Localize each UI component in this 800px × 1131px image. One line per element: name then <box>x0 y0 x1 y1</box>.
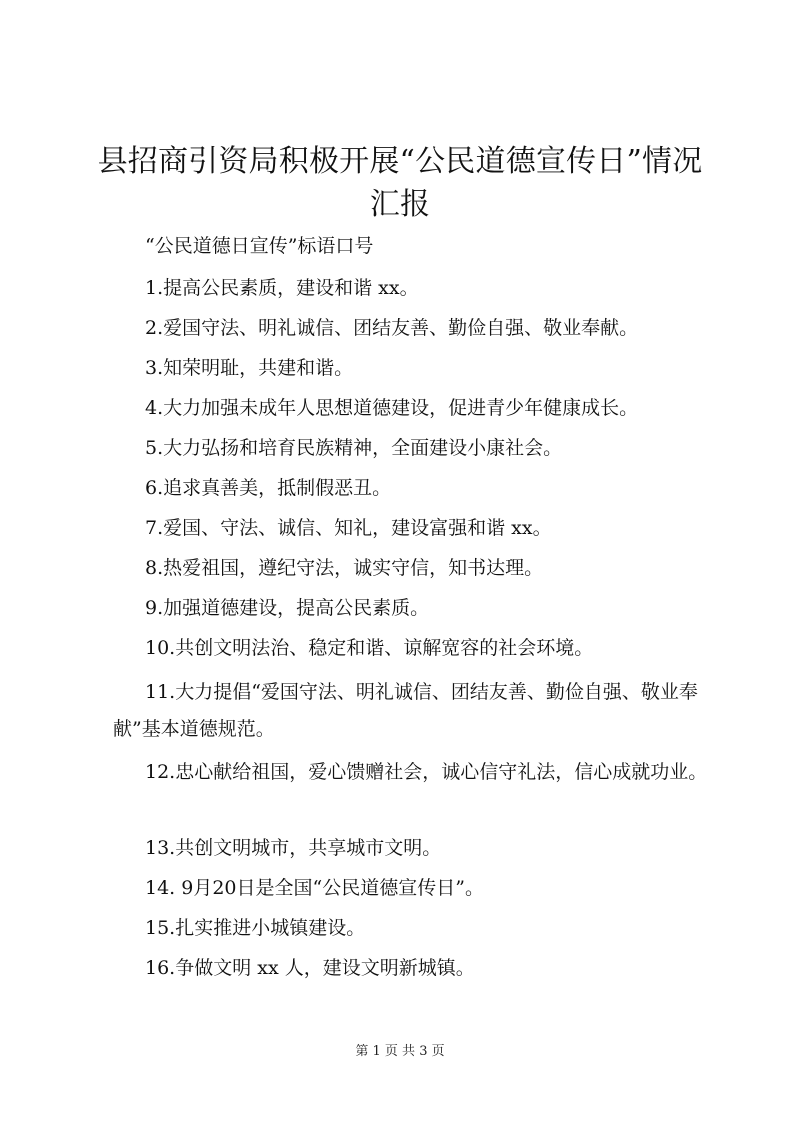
slogan-item: 10.共创文明法治、稳定和谐、谅解宽容的社会环境。 <box>145 637 594 659</box>
slogan-item: 6.追求真善美，抵制假恶丑。 <box>145 477 392 499</box>
slogan-item: 11.大力提倡“爱国守法、明礼诚信、团结友善、勤俭自强、敬业奉献”基本道德规范。 <box>113 681 698 740</box>
slogan-item: 7.爱国、守法、诚信、知礼，建设富强和谐 xx。 <box>145 517 552 539</box>
slogan-item: 1.提高公民素质，建设和谐 xx。 <box>145 277 419 299</box>
slogan-item: 12.忠心献给祖国，爱心馈赠社会，诚心信守礼法，信心成就功业。 <box>145 761 708 783</box>
slogan-item: 14. 9月20日是全国“公民道德宣传日”。 <box>145 877 484 899</box>
document-title: 县招商引资局积极开展“公民道德宣传日”情况汇报 <box>97 144 703 222</box>
slogan-item: 15.扎实推进小城镇建设。 <box>145 917 366 939</box>
slogan-item: 2.爱国守法、明礼诚信、团结友善、勤俭自强、敬业奉献。 <box>145 317 639 339</box>
slogan-item: 8.热爱祖国，遵纪守法，诚实守信，知书达理。 <box>145 557 544 579</box>
slogan-item: 13.共创文明城市，共享城市文明。 <box>145 837 442 859</box>
slogan-item: 3.知荣明耻，共建和谐。 <box>145 357 354 379</box>
slogan-item: 4.大力加强未成年人思想道德建设，促进青少年健康成长。 <box>145 397 639 419</box>
page-indicator: 第 1 页 共 3 页 <box>355 1044 445 1059</box>
slogan-item: 9.加强道德建设，提高公民素质。 <box>145 597 430 619</box>
slogan-heading: “公民道德日宣传”标语口号 <box>145 235 374 257</box>
slogan-item: 5.大力弘扬和培育民族精神，全面建设小康社会。 <box>145 437 563 459</box>
slogan-item: 16.争做文明 xx 人，建设文明新城镇。 <box>145 957 475 979</box>
